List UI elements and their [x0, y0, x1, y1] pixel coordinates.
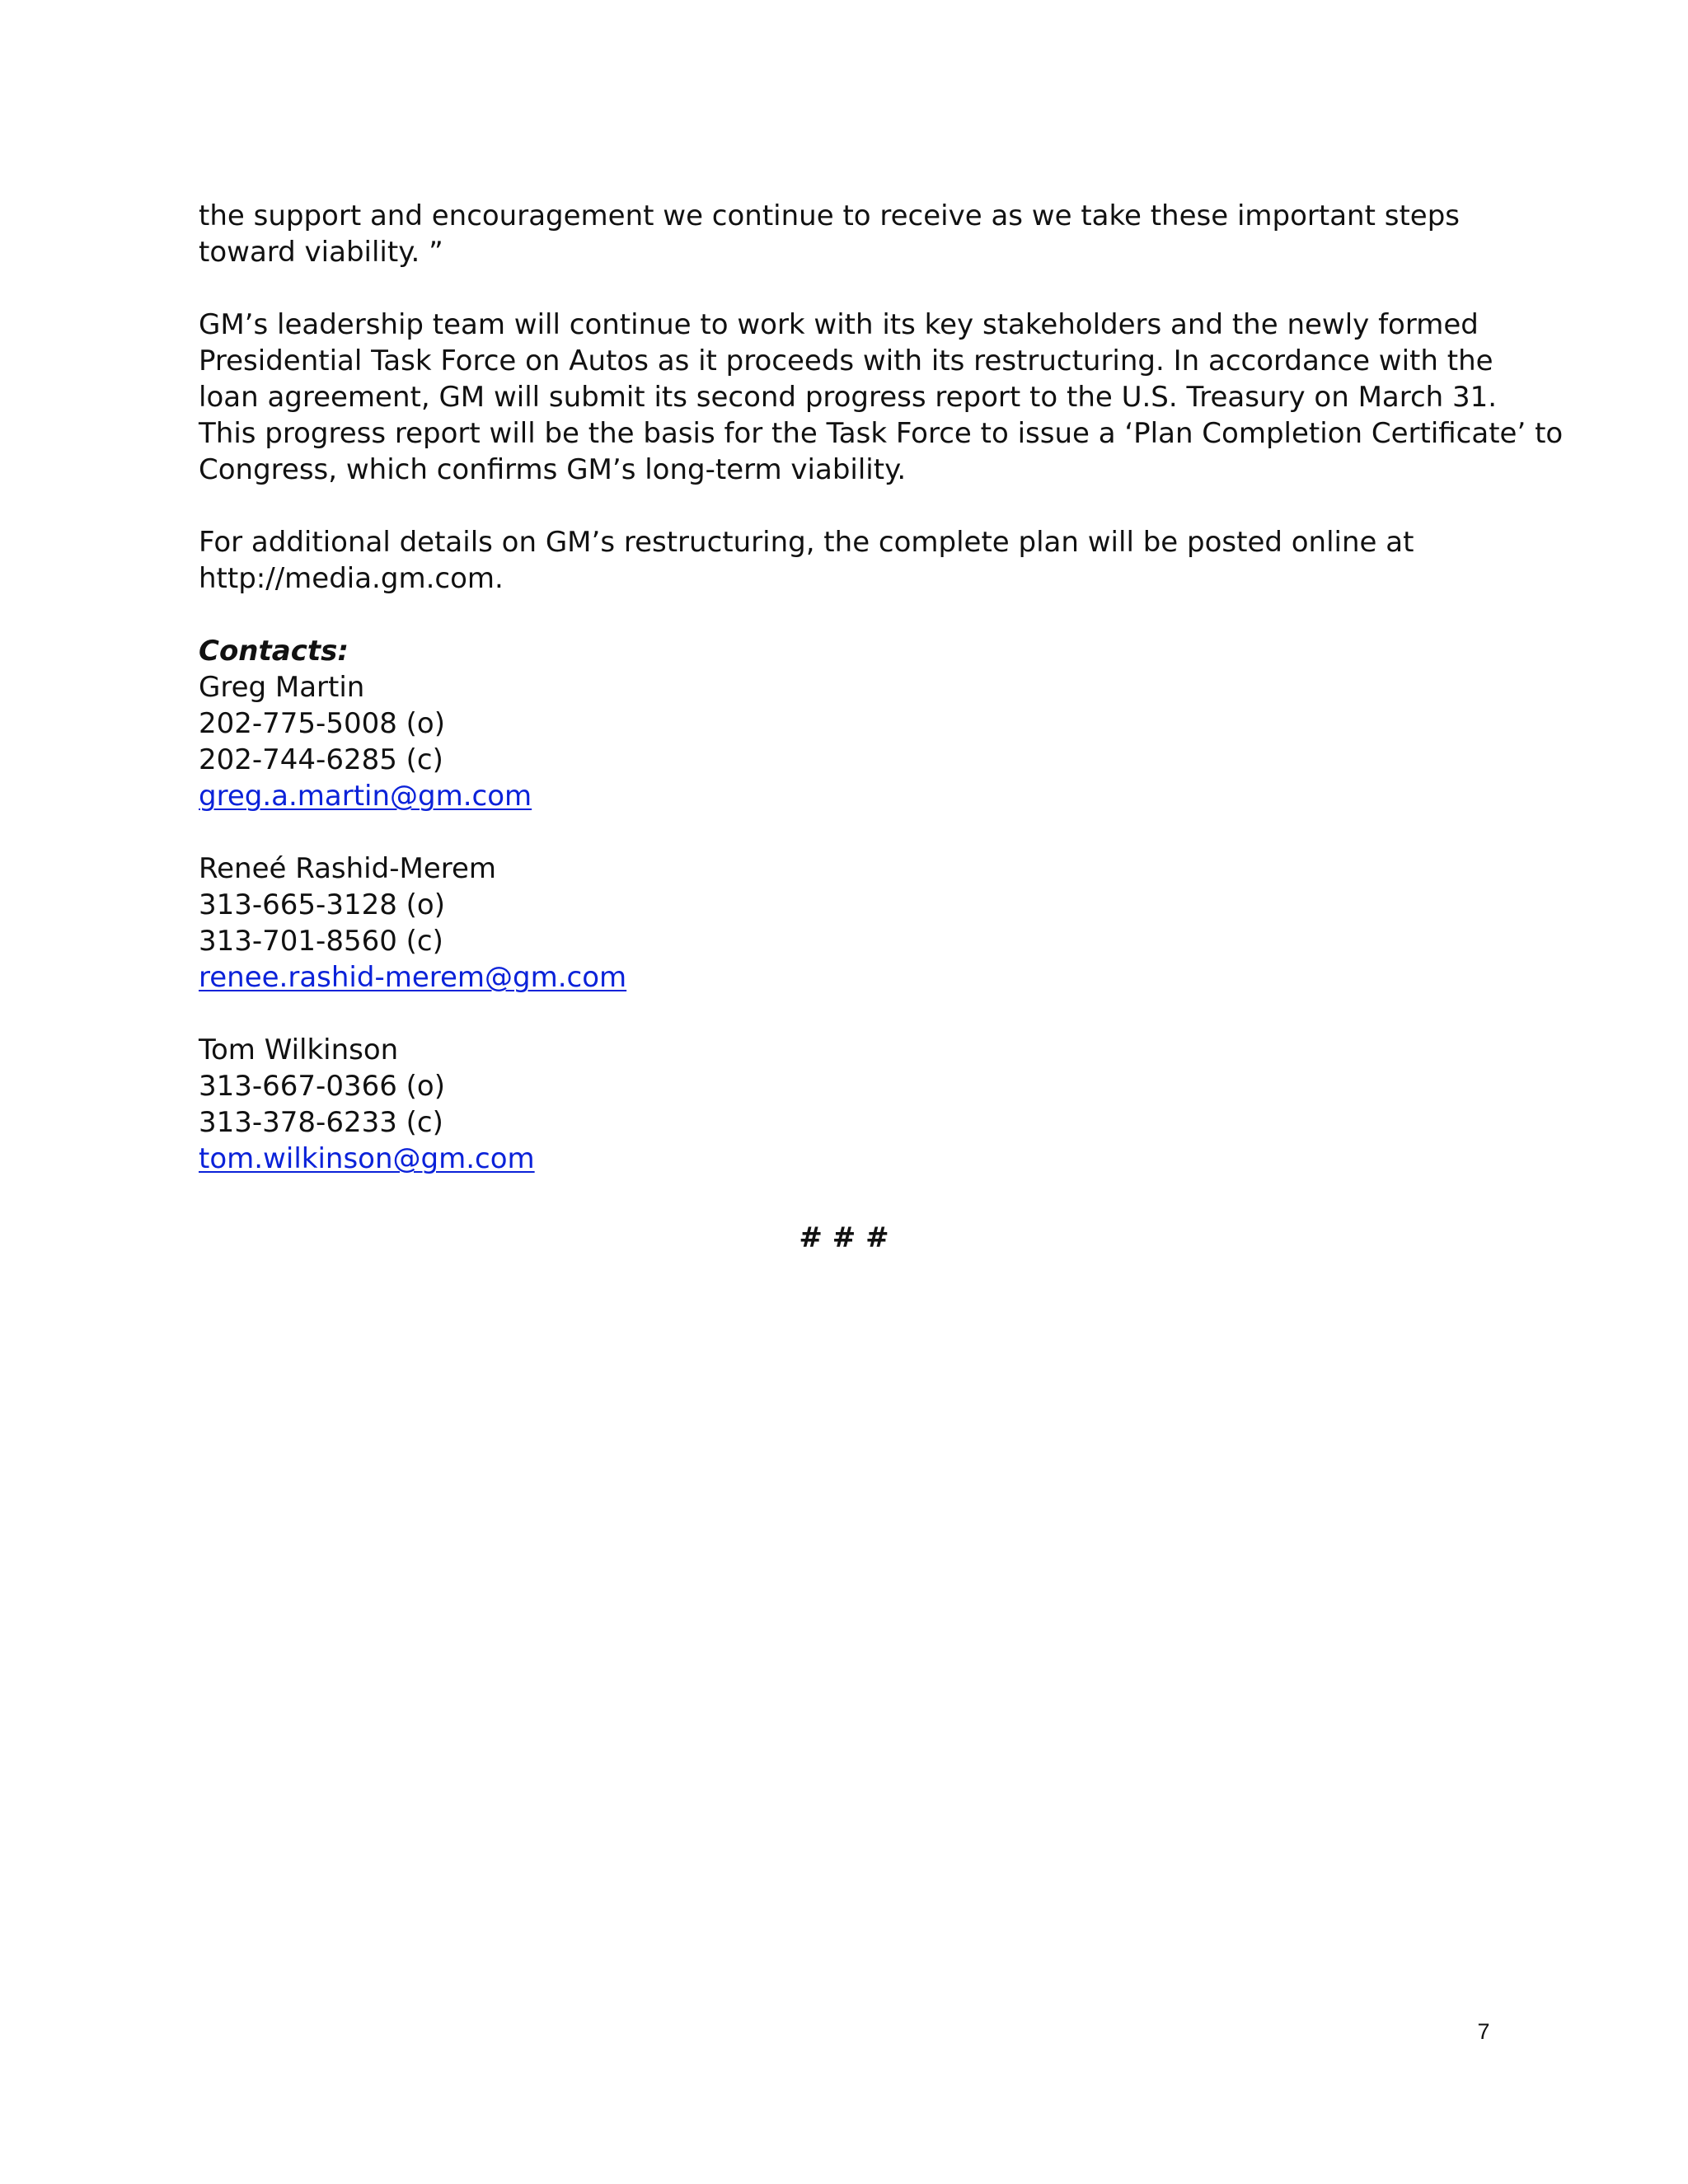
contact-cell-phone: 313-378-6233 (c) — [199, 1106, 443, 1139]
paragraph-quote-ending — [199, 198, 1517, 270]
paragraph-line: toward viability. ” — [199, 236, 443, 269]
contact-cell-phone: 313-701-8560 (c) — [199, 925, 443, 958]
paragraph-task-force — [199, 307, 1564, 488]
contact-office-phone: 313-665-3128 (o) — [199, 888, 445, 921]
paragraph-line: Presidential Task Force on Autos as it proceeds with its restructuring. In accordance with the — [199, 344, 1493, 377]
paragraph-line: loan agreement, GM will submit its second progress report to the U.S. Treasury on March 31. — [199, 381, 1498, 414]
paragraph-line: http://media.gm.com. — [199, 562, 504, 595]
contact-name: Greg Martin — [199, 671, 365, 704]
end-of-release-mark: # # # — [799, 1221, 889, 1254]
contact-email-link[interactable]: greg.a.martin@gm.com — [199, 780, 532, 813]
contact-email-link[interactable]: renee.rashid-merem@gm.com — [199, 961, 627, 994]
paragraph-line: the support and encouragement we continue to receive as we take these important steps — [199, 199, 1460, 232]
paragraph-additional-details — [199, 524, 1517, 597]
paragraph-line: GM’s leadership team will continue to work with its key stakeholders and the newly formed — [199, 308, 1479, 341]
contact-cell-phone: 202-744-6285 (c) — [199, 743, 443, 776]
paragraph-line: For additional details on GM’s restructuring, the complete plan will be posted online at — [199, 526, 1414, 559]
contact-office-phone: 313-667-0366 (o) — [199, 1070, 445, 1103]
page-number: 7 — [1477, 2019, 1490, 2044]
paragraph-line: Congress, which confirms GM’s long-term viability. — [199, 453, 907, 486]
contact-name: Tom Wilkinson — [199, 1033, 399, 1066]
paragraph-line: This progress report will be the basis for the Task Force to issue a ‘Plan Completion Certificate’ to — [199, 417, 1564, 450]
contact-tom-wilkinson — [199, 1032, 1517, 1177]
contact-email-link[interactable]: tom.wilkinson@gm.com — [199, 1142, 535, 1175]
contact-name: Reneé Rashid-Merem — [199, 852, 497, 885]
contact-greg-martin — [199, 633, 1517, 814]
document-body — [199, 198, 1564, 1213]
contact-renee-rashid-merem — [199, 851, 1517, 996]
contact-office-phone: 202-775-5008 (o) — [199, 707, 445, 740]
contacts-heading: Contacts: — [199, 635, 349, 668]
